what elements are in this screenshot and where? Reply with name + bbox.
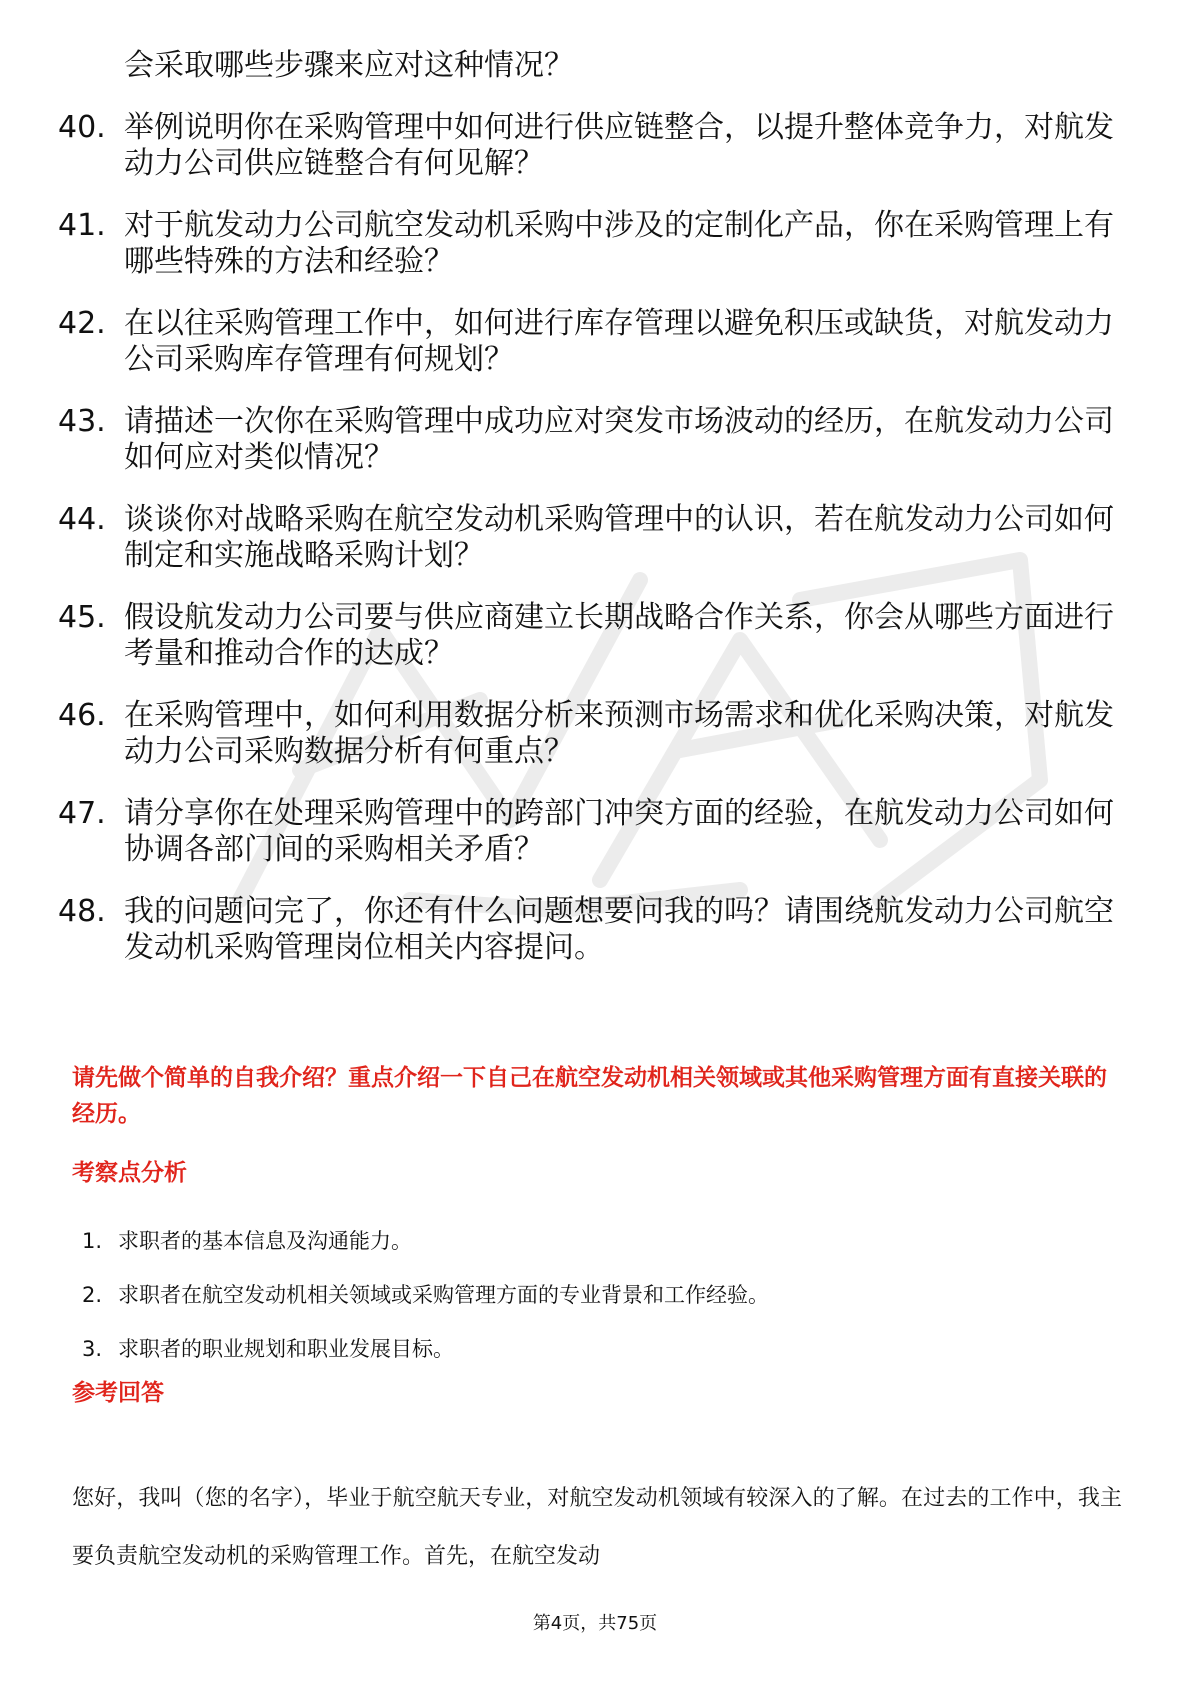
question-number: 48. <box>58 894 106 929</box>
question-text: 谈谈你对战略采购在航空发动机采购管理中的认识，若在航发动力公司如何制定和实施战略采购计划？ <box>124 502 1114 573</box>
question-number: 40. <box>58 110 106 145</box>
list-item <box>58 796 1118 868</box>
page-number: 第4页，共75页 <box>532 1613 658 1634</box>
list-item <box>82 1334 1112 1388</box>
list-item <box>58 502 1118 574</box>
reference-heading: 参考回答 <box>72 1380 164 1406</box>
question-text: 请描述一次你在采购管理中成功应对突发市场波动的经历，在航发动力公司如何应对类似情况？ <box>124 404 1114 475</box>
question-number: 44. <box>58 502 106 537</box>
list-item <box>58 894 1118 966</box>
analysis-heading: 考察点分析 <box>72 1160 187 1186</box>
list-item <box>58 306 1118 378</box>
analysis-points <box>82 1226 1112 1388</box>
point-text: 求职者在航空发动机相关领域或采购管理方面的专业背景和工作经验。 <box>118 1283 769 1307</box>
question-list <box>58 48 1118 966</box>
question-text: 我的问题问完了，你还有什么问题想要问我的吗？请围绕航发动力公司航空发动机采购管理岗位相关内容提问。 <box>124 894 1114 965</box>
question-text: 在采购管理中，如何利用数据分析来预测市场需求和优化采购决策，对航发动力公司采购数据分析有何重点？ <box>124 698 1114 769</box>
question-number: 46. <box>58 698 106 733</box>
question-text: 假设航发动力公司要与供应商建立长期战略合作关系，你会从哪些方面进行考量和推动合作的达成？ <box>124 600 1114 671</box>
list-item <box>82 1280 1112 1334</box>
list-item <box>58 600 1118 672</box>
question-number: 45. <box>58 600 106 635</box>
point-text: 求职者的职业规划和职业发展目标。 <box>118 1337 454 1361</box>
question-text: 在以往采购管理工作中，如何进行库存管理以避免积压或缺货，对航发动力公司采购库存管理有何规划？ <box>124 306 1114 377</box>
question-number: 42. <box>58 306 106 341</box>
reference-answer: 您好，我叫（您的名字），毕业于航空航天专业，对航空发动机领域有较深入的了解。在过去的工作中，我主要负责航空发动机的采购管理工作。首先，在航空发动 <box>72 1486 1122 1569</box>
question-text: 对于航发动力公司航空发动机采购中涉及的定制化产品，你在采购管理上有哪些特殊的方法和经验？ <box>124 208 1114 279</box>
point-number: 3. <box>82 1337 103 1361</box>
question-text: 请分享你在处理采购管理中的跨部门冲突方面的经验，在航发动力公司如何协调各部门间的采购相关矛盾？ <box>124 796 1114 867</box>
point-number: 2. <box>82 1283 103 1307</box>
point-text: 求职者的基本信息及沟通能力。 <box>118 1229 412 1253</box>
list-item <box>58 110 1118 182</box>
question-continuation: 会采取哪些步骤来应对这种情况？ <box>124 48 574 83</box>
list-item <box>58 208 1118 280</box>
question-number: 43. <box>58 404 106 439</box>
point-number: 1. <box>82 1229 103 1253</box>
question-number: 41. <box>58 208 106 243</box>
list-item <box>82 1226 1112 1280</box>
list-item <box>58 404 1118 476</box>
list-item <box>58 698 1118 770</box>
question-text: 举例说明你在采购管理中如何进行供应链整合，以提升整体竞争力，对航发动力公司供应链整合有何见解？ <box>124 110 1114 181</box>
featured-question: 请先做个简单的自我介绍？重点介绍一下自己在航空发动机相关领域或其他采购管理方面有直接关联的经历。 <box>72 1065 1107 1127</box>
question-number: 47. <box>58 796 106 831</box>
